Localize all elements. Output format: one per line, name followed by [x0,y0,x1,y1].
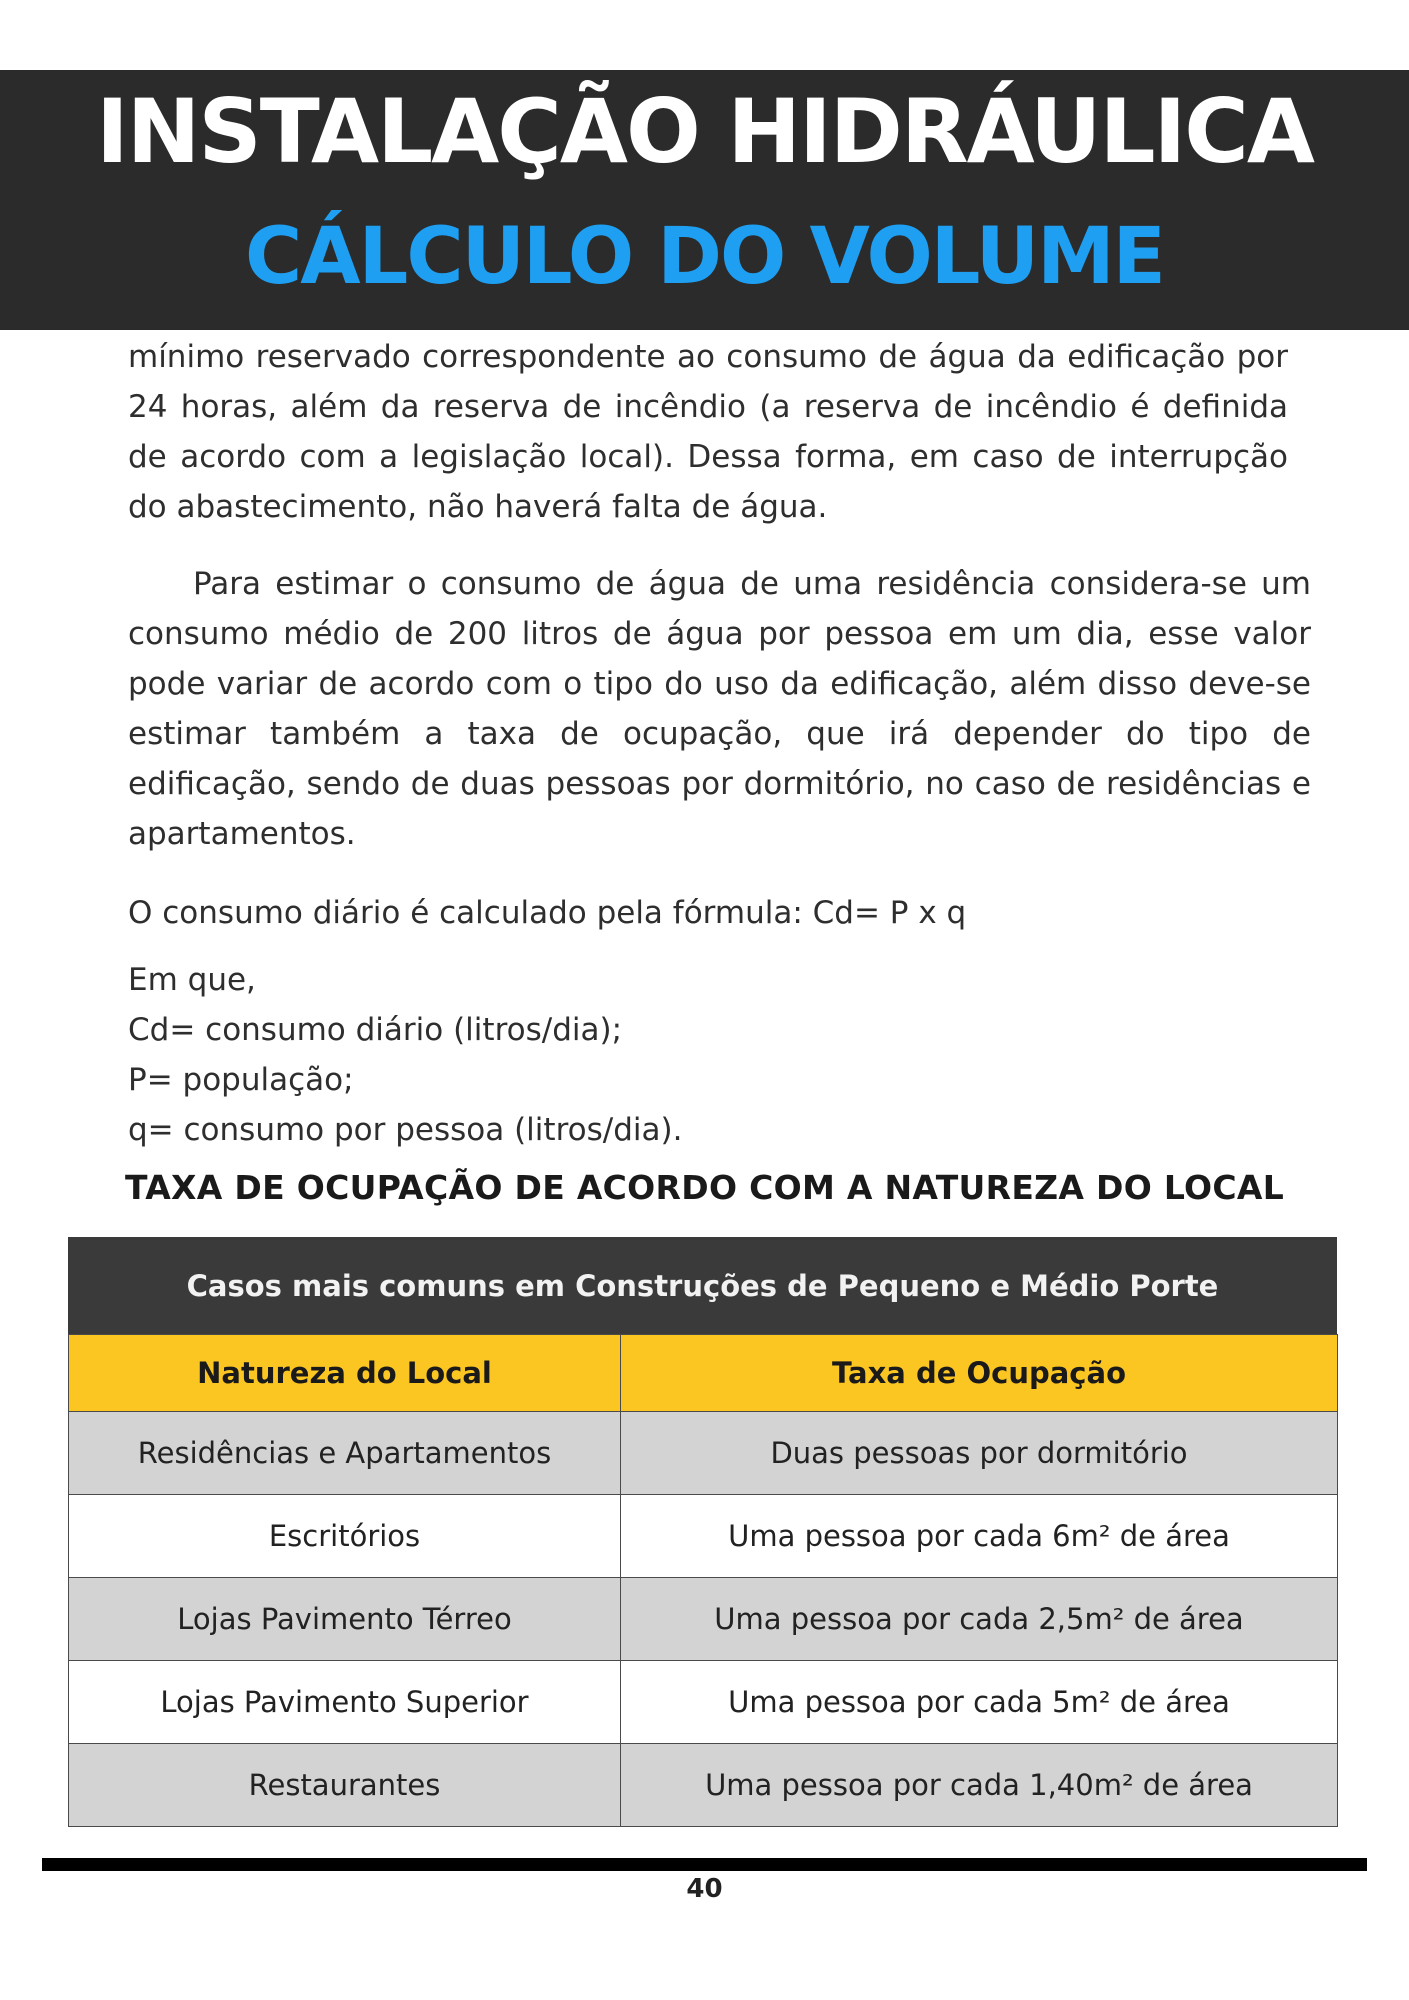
table-caption: Casos mais comuns em Construções de Pequeno e Médio Porte [68,1237,1337,1334]
cell-natureza: Restaurantes [69,1744,621,1827]
table-row [69,1744,1338,1827]
formula-line: O consumo diário é calculado pela fórmula: Cd= P x q [128,895,967,931]
table-row [69,1578,1338,1661]
table-row [69,1495,1338,1578]
table-title: TAXA DE OCUPAÇÃO DE ACORDO COM A NATUREZA DO LOCAL [124,1168,1285,1207]
definition-p: P= população; [128,1062,354,1098]
table-header-row [69,1335,1338,1412]
paragraph-2-text: Para estimar o consumo de água de uma residência considera-se um consumo médio de 200 litros de água por pessoa em um dia, esse valor pode variar de acordo com o tipo do uso da edificação, além disso deve-se estimar também a taxa de ocupação, que irá depender do tipo de edificação, sendo de duas pessoas por dormitório, no caso de residências e apartamentos. [128,566,1311,852]
page-number: 40 [686,1874,723,1904]
paragraph-2 [128,559,1311,859]
cell-natureza: Lojas Pavimento Superior [69,1661,621,1744]
paragraph-1-text: mínimo reservado correspondente ao consumo de água da edificação por 24 horas, além da reserva de incêndio (a reserva de incêndio é definida de acordo com a legislação local). Dessa forma, em caso de interrupção do abastecimento, não haverá falta de água. [128,339,1288,525]
occupancy-table-grid [68,1334,1338,1827]
cell-taxa: Duas pessoas por dormitório [621,1412,1338,1495]
definition-q: q= consumo por pessoa (litros/dia). [128,1112,683,1148]
header-natureza: Natureza do Local [69,1335,621,1412]
footer-divider [42,1858,1367,1871]
table-row [69,1661,1338,1744]
header-taxa: Taxa de Ocupação [621,1335,1338,1412]
cell-taxa: Uma pessoa por cada 2,5m² de área [621,1578,1338,1661]
cell-taxa: Uma pessoa por cada 1,40m² de área [621,1744,1338,1827]
table-row [69,1412,1338,1495]
occupancy-table [68,1237,1337,1827]
cell-natureza: Escritórios [69,1495,621,1578]
cell-taxa: Uma pessoa por cada 5m² de área [621,1661,1338,1744]
cell-natureza: Lojas Pavimento Térreo [69,1578,621,1661]
definition-cd: Cd= consumo diário (litros/dia); [128,1012,623,1048]
paragraph-1 [128,332,1288,532]
cell-natureza: Residências e Apartamentos [69,1412,621,1495]
page-subtitle: CÁLCULO DO VOLUME [245,212,1164,302]
definition-intro: Em que, [128,962,256,998]
cell-taxa: Uma pessoa por cada 6m² de área [621,1495,1338,1578]
page-title: INSTALAÇÃO HIDRÁULICA [96,80,1313,183]
